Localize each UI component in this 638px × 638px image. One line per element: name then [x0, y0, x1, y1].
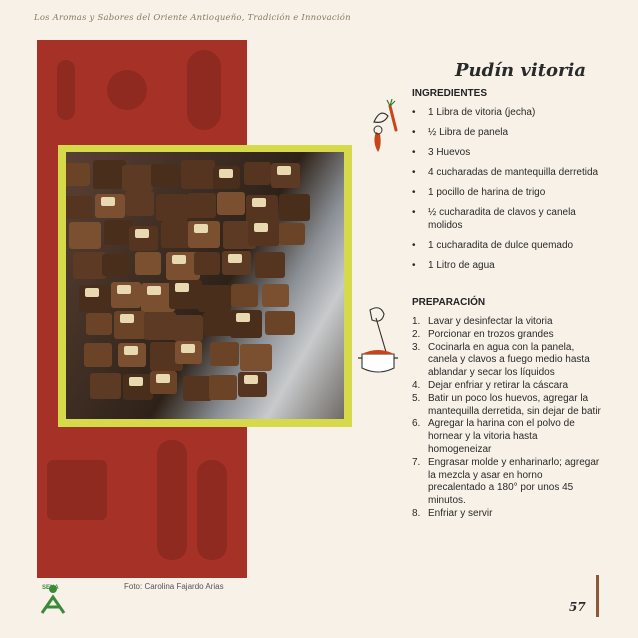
cheese-topping: [277, 166, 291, 175]
pudding-cube: [244, 162, 271, 185]
recipe-photo: [66, 152, 344, 419]
pudding-cube: [173, 315, 204, 341]
step-item: 3. Cocinarla en agua con la panela, canela y clavos a fuego medio hasta ablandar y secar los líquidos: [412, 341, 590, 379]
pudding-cube: [271, 163, 300, 187]
pudding-cube: [69, 222, 100, 249]
cheese-topping: [129, 377, 143, 386]
pudding-cube: [129, 226, 159, 251]
cheese-topping: [117, 285, 131, 294]
step-item: 4. Dejar enfriar y retirar la cáscara: [412, 379, 569, 391]
pot-silhouette: [47, 460, 107, 520]
cheese-topping: [172, 255, 186, 264]
pudding-cube: [240, 344, 272, 371]
pudding-cube: [262, 284, 289, 307]
pudding-cube: [217, 192, 245, 216]
pudding-cube: [169, 280, 203, 309]
pudding-cube: [90, 373, 121, 399]
pudding-cube: [111, 282, 141, 307]
pudding-cube: [150, 371, 177, 394]
pudding-cube: [203, 312, 232, 337]
pepper-shaker-silhouette: [197, 460, 227, 560]
ingredient-item: • 1 cucharadita de dulce quemado: [412, 239, 602, 252]
cheese-topping: [252, 198, 266, 207]
pudding-cube: [102, 254, 129, 277]
cheese-topping: [254, 223, 268, 232]
pudding-cube: [122, 165, 153, 192]
step-item: 2. Porcionar en trozos grandes: [412, 328, 554, 340]
cheese-topping: [194, 224, 208, 233]
pudding-cube: [238, 372, 267, 396]
cooking-pot-icon: [356, 302, 406, 382]
pudding-cube: [188, 221, 220, 248]
page-number-bar: [596, 575, 599, 617]
pudding-cube: [123, 374, 153, 400]
pudding-cube: [210, 342, 239, 366]
vegetables-icon: [366, 92, 406, 162]
spatula-silhouette: [57, 60, 75, 120]
recipe-title: Pudín vitoria: [455, 60, 587, 81]
pudding-cube: [213, 166, 241, 189]
step-item: 1. Lavar y desinfectar la vitoria: [412, 316, 553, 327]
pudding-cube: [209, 375, 238, 399]
ingredients-list: [412, 106, 602, 272]
pudding-cube: [125, 191, 155, 216]
pudding-cube: [248, 220, 278, 246]
pudding-cube: [198, 285, 230, 312]
cheese-topping: [135, 229, 149, 238]
pudding-cube: [135, 252, 161, 274]
pudding-cube: [183, 376, 213, 401]
cheese-topping: [244, 375, 258, 384]
pudding-cube: [144, 312, 177, 340]
cheese-topping: [181, 344, 195, 353]
sena-logo-text: SENA: [42, 585, 59, 591]
pudding-cube: [231, 284, 257, 306]
ingredients-heading: INGREDIENTES: [412, 88, 488, 99]
cheese-topping: [175, 283, 189, 292]
pudding-cube: [255, 252, 285, 278]
pudding-cube: [66, 163, 90, 186]
pudding-cube: [156, 194, 187, 220]
whisk-silhouette: [187, 50, 221, 130]
running-header: Los Aromas y Sabores del Oriente Antioqueño, Tradición e Innovación: [34, 13, 351, 23]
salt-shaker-silhouette: [157, 440, 187, 560]
step-item: 7. Engrasar molde y enharinarlo; agregar la mezcla y asar en horno precalentado a 180° por unos 45 minutos.: [412, 456, 600, 507]
cheese-topping: [147, 286, 161, 295]
photo-caption: Foto: Carolina Fajardo Arias: [124, 582, 224, 591]
ingredient-item: • 1 pocillo de harina de trigo: [412, 186, 602, 199]
cheese-topping: [156, 374, 170, 383]
pudding-cube: [222, 251, 250, 275]
ingredient-item: • 3 Huevos: [412, 146, 602, 159]
cheese-topping: [101, 197, 115, 206]
pudding-cube: [181, 160, 215, 188]
cheese-topping: [219, 169, 233, 178]
pudding-cube: [246, 195, 279, 223]
pudding-cube: [151, 164, 178, 187]
cheese-topping: [120, 314, 134, 323]
pudding-cube: [79, 285, 110, 312]
ingredient-item: • ½ Libra de panela: [412, 126, 602, 139]
pudding-cube: [66, 196, 92, 220]
pudding-cube: [86, 313, 112, 335]
pudding-cube: [84, 343, 112, 367]
step-item: 6. Agregar la harina con el polvo de hornear y la vitoria hasta homogeneizar: [412, 418, 575, 455]
cheese-topping: [124, 346, 138, 355]
step-item: 8. Enfriar y servir: [412, 507, 493, 519]
pudding-cube: [279, 223, 305, 245]
step-item: 5. Batir un poco los huevos, agregar la mantequilla derretida, sin dejar de batir: [412, 392, 601, 417]
pudding-cube: [279, 194, 310, 220]
pudding-cube: [265, 311, 294, 336]
ingredient-item: • 1 Litro de agua: [412, 259, 602, 272]
pudding-cube: [230, 310, 262, 337]
page-number: 57: [569, 600, 586, 614]
ladle-silhouette: [107, 70, 147, 110]
cheese-topping: [228, 254, 242, 263]
pudding-cube: [95, 194, 124, 219]
ingredient-item: • 4 cucharadas de mantequilla derretida: [412, 166, 602, 179]
pudding-cube: [194, 252, 221, 275]
pudding-cube: [73, 252, 105, 279]
pudding-cube: [118, 343, 146, 367]
preparation-heading: PREPARACIÓN: [412, 297, 486, 308]
ingredient-item: • ½ cucharadita de clavos y canela molidos: [412, 206, 602, 232]
pudding-cube: [114, 311, 146, 338]
cheese-topping: [85, 288, 99, 297]
pudding-cube: [187, 193, 217, 218]
preparation-steps: [412, 316, 602, 521]
pudding-cube: [175, 341, 202, 364]
ingredient-item: • 1 Libra de vitoria (jecha): [412, 106, 602, 119]
cheese-topping: [236, 313, 250, 322]
